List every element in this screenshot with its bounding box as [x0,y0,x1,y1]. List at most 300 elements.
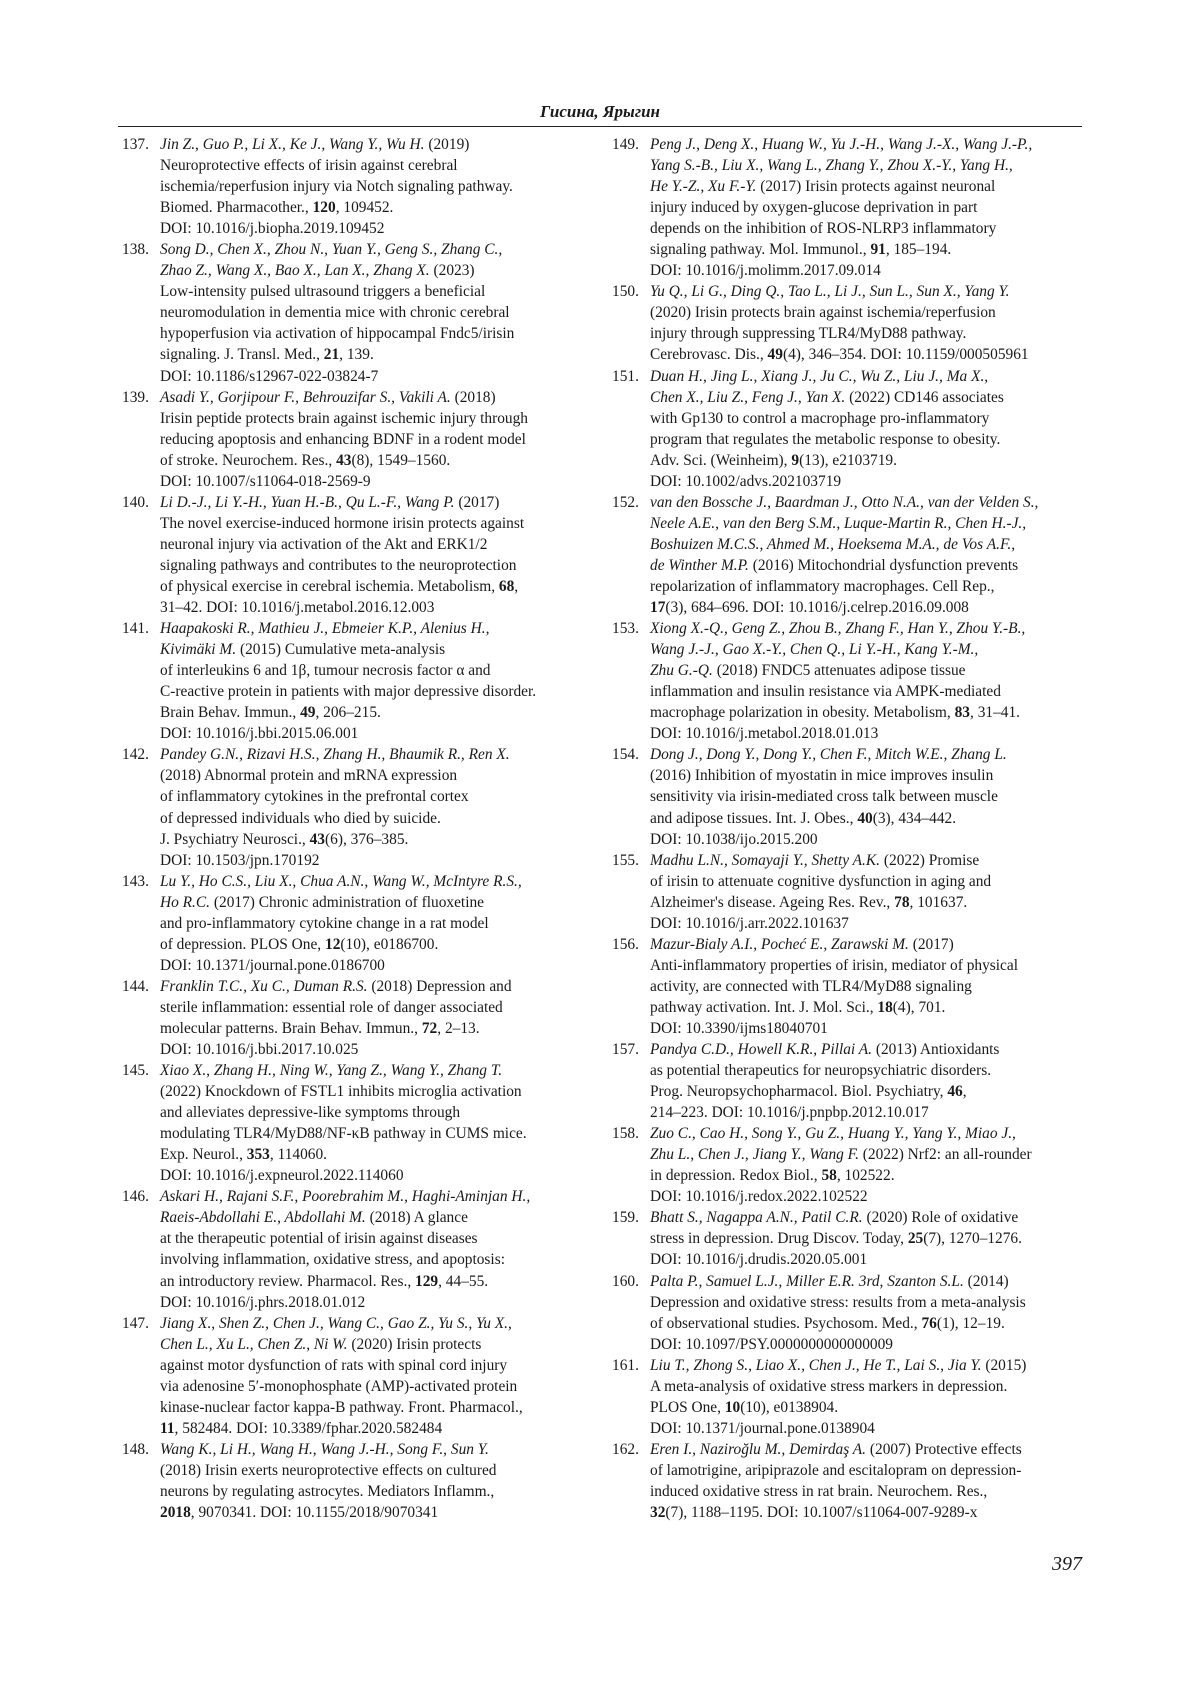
reference-line [650,681,1090,702]
reference-segment: pathway activation. Int. J. Mol. Sci., [650,998,878,1016]
reference-line [650,660,1090,681]
reference-segment: inflammation and insulin resistance via AMPK-mediated [650,683,1001,701]
reference-segment: , 185–194. [885,241,952,259]
reference-authors: Li D.-J., Li Y.-H., Yuan H.-B., Qu L.-F., Wang P. [160,493,455,511]
reference-line [160,471,610,492]
reference-segment: , 582484. DOI: 10.3389/fphar.2020.582484 [174,1419,443,1437]
reference-number: 147. [122,1314,149,1332]
reference-volume: 17 [650,599,666,617]
reference-authors: Kivimäki M. [160,641,237,659]
reference-segment: of observational studies. Psychosom. Med., [650,1314,922,1332]
reference-text [650,1123,1090,1207]
reference-segment: (8), 1549–1560. [351,451,451,469]
reference-authors: Yang S.-B., Liu X., Wang L., Zhang Y., Zhou X.-Y., Yang H., [650,157,1013,175]
reference-segment: (2017) [454,493,500,511]
reference-line [160,997,610,1018]
reference-number: 141. [122,620,149,638]
reference-authors: Jin Z., Guo P., Li X., Ke J., Wang Y., Wu H. [160,136,425,153]
reference-line [650,1376,1090,1397]
reference-volume: 58 [821,1167,837,1185]
reference-segment: DOI: 10.1002/advs.202103719 [650,472,842,490]
reference-segment: Anti-inflammatory properties of irisin, mediator of physical [650,956,1018,974]
header-divider [118,126,1082,127]
reference-authors: de Winther M.P. [650,556,749,574]
reference-authors: Askari H., Rajani S.F., Poorebrahim M., Haghi-Aminjan H., [160,1188,531,1206]
reference-authors: Pandey G.N., Rizavi H.S., Zhang H., Bhaumik R., Ren X. [160,746,510,764]
reference-segment: (6), 376–385. [325,830,409,848]
reference-line [160,492,610,513]
reference-authors: Zhu G.-Q. [650,662,713,680]
reference-segment: depends on the inhibition of ROS-NLRP3 inflammatory [650,220,997,238]
reference-segment: , 101637. [909,893,968,911]
reference-segment: DOI: 10.1016/j.drudis.2020.05.001 [650,1251,868,1269]
reference-line [650,1439,1090,1460]
reference-authors: Xiong X.-Q., Geng Z., Zhou B., Zhang F., Han Y., Zhou Y.-B., [650,620,1026,638]
reference-line [650,450,1090,471]
reference-authors: Pandya C.D., Howell K.R., Pillai A. [650,1041,873,1059]
reference-line [650,218,1090,239]
reference-segment: and adipose tissues. Int. J. Obes., [650,809,858,827]
reference-line [160,576,610,597]
reference-line [650,1502,1090,1523]
reference-item [122,239,610,386]
reference-text [160,492,610,618]
reference-segment: (2018) Abnormal protein and mRNA expression [160,767,458,785]
reference-segment: , 9070341. DOI: 10.1155/2018/9070341 [190,1504,439,1522]
reference-segment: 214–223. DOI: 10.1016/j.pnpbp.2012.10.017 [650,1104,929,1122]
reference-text [160,976,610,1060]
reference-authors: Madhu L.N., Somayaji Y., Shetty A.K. [650,851,881,869]
reference-volume: 43 [309,830,325,848]
reference-number: 139. [122,388,149,406]
reference-segment: an introductory review. Pharmacol. Res., [160,1272,416,1290]
reference-segment: (2015) Cumulative meta-analysis [236,641,446,659]
reference-line [650,850,1090,871]
reference-segment: Cerebrovasc. Dis., [650,346,768,364]
reference-item [612,1039,1090,1123]
reference-segment: (10), e0186700. [340,935,439,953]
reference-number: 144. [122,977,149,995]
reference-authors: Bhatt S., Nagappa A.N., Patil C.R. [650,1209,863,1227]
reference-volume: 2018 [160,1504,191,1522]
reference-line [650,1334,1090,1355]
reference-segment: (2018) FNDC5 attenuates adipose tissue [712,662,966,680]
reference-text [160,1186,610,1312]
reference-segment: J. Psychiatry Neurosci., [160,830,310,848]
reference-segment: DOI: 10.1016/j.bbi.2015.06.001 [160,725,359,743]
reference-line [650,723,1090,744]
reference-segment: DOI: 10.1371/journal.pone.0138904 [650,1419,875,1437]
reference-volume: 11 [160,1419,175,1437]
reference-line [160,1060,610,1081]
reference-item [612,1207,1090,1270]
reference-item [612,1439,1090,1523]
reference-line [650,155,1090,176]
reference-authors: Zhao Z., Wang X., Bao X., Lan X., Zhang X. [160,262,430,280]
reference-segment: Alzheimer's disease. Ageing Res. Rev., [650,893,895,911]
reference-segment: Neuroprotective effects of irisin against cerebral [160,157,458,175]
reference-number: 149. [612,136,639,153]
reference-number: 153. [612,620,639,638]
reference-line [650,555,1090,576]
reference-segment: signaling pathways and contributes to the neuroprotection [160,556,517,574]
reference-number: 142. [122,746,149,764]
reference-column-right [612,134,1090,1523]
reference-text [650,1439,1090,1523]
reference-line [160,344,610,365]
reference-item [122,1439,610,1523]
reference-segment: (2016) Mitochondrial dysfunction prevents [748,556,1019,574]
reference-segment: Biomed. Pharmacother., [160,199,313,217]
reference-segment: (2022) Knockdown of FSTL1 inhibits microglia activation [160,1083,522,1101]
reference-line [160,681,610,702]
reference-item [612,618,1090,744]
reference-segment: (2018) [450,388,496,406]
reference-item [122,871,610,976]
reference-line [160,534,610,555]
reference-number: 146. [122,1188,149,1206]
reference-segment: (2018) Irisin exerts neuroprotective effects on cultured [160,1461,497,1479]
reference-volume: 76 [921,1314,937,1332]
reference-segment: (2017) Chronic administration of fluoxetine [210,893,485,911]
reference-line [650,408,1090,429]
reference-segment: (2018) Depression and [367,977,512,995]
reference-number: 152. [612,493,639,511]
reference-segment: , 102522. [836,1167,895,1185]
reference-line [160,302,610,323]
reference-line [650,1418,1090,1439]
reference-volume: 120 [312,199,336,217]
reference-segment: PLOS One, [650,1398,725,1416]
reference-line [160,155,610,176]
reference-line [160,618,610,639]
reference-text [650,1039,1090,1123]
reference-authors: Duan H., Jing L., Xiang J., Ju C., Wu Z., Liu J., Ma X., [650,367,989,385]
reference-line [160,1102,610,1123]
reference-segment: , [962,1083,967,1101]
reference-segment: DOI: 10.1016/j.expneurol.2022.114060 [160,1167,404,1185]
reference-segment: DOI: 10.1016/j.metabol.2018.01.013 [650,725,879,743]
reference-volume: 10 [724,1398,741,1416]
reference-segment: and alleviates depressive-like symptoms through [160,1104,461,1122]
reference-authors: Song D., Chen X., Zhou N., Yuan Y., Geng S., Zhang C., [160,241,503,259]
reference-authors: Ho R.C. [160,893,211,911]
reference-text [650,850,1090,934]
reference-segment: signaling pathway. Mol. Immunol., [650,241,871,259]
reference-line [160,1502,610,1523]
reference-line [160,1123,610,1144]
reference-number: 155. [612,851,639,869]
reference-volume: 25 [907,1230,924,1248]
reference-line [650,302,1090,323]
reference-line [160,450,610,471]
reference-item [122,1060,610,1186]
reference-number: 140. [122,493,149,511]
reference-segment: Depression and oxidative stress: results from a meta-analysis [650,1293,1026,1311]
reference-segment: at the therapeutic potential of irisin against diseases [160,1230,478,1248]
reference-line [160,513,610,534]
reference-segment: , 114060. [269,1146,328,1164]
reference-text [650,1355,1090,1439]
reference-segment: DOI: 10.1016/j.arr.2022.101637 [650,914,849,932]
reference-authors: Yu Q., Li G., Ding Q., Tao L., Li J., Sun L., Sun X., Yang Y. [650,283,1010,301]
reference-volume: 49 [300,704,316,722]
reference-number: 148. [122,1440,149,1458]
reference-authors: He Y.-Z., Xu F.-Y. [650,178,757,196]
reference-segment: in depression. Redox Biol., [650,1167,822,1185]
reference-line [650,829,1090,850]
reference-number: 162. [612,1440,639,1458]
reference-line [650,471,1090,492]
reference-segment: Exp. Neurol., [160,1146,247,1164]
reference-text [160,1439,610,1523]
reference-segment: involving inflammation, oxidative stress, and apoptosis: [160,1251,505,1269]
reference-segment: , [514,577,519,595]
reference-segment: neurons by regulating astrocytes. Mediators Inflamm., [160,1483,495,1500]
reference-authors: van den Bossche J., Baardman J., Otto N.A., van der Velden S., [650,493,1039,511]
reference-number: 150. [612,283,639,301]
reference-segment: of stroke. Neurochem. Res., [160,451,337,469]
reference-item [122,976,610,1060]
reference-line [160,1249,610,1270]
reference-volume: 129 [415,1272,439,1290]
reference-segment: (2018) A glance [365,1209,468,1227]
reference-segment: (2019) [424,136,470,153]
reference-authors: Jiang X., Shen Z., Chen J., Wang C., Gao Z., Yu S., Yu X., [160,1314,512,1332]
reference-segment: (2013) Antioxidants [872,1041,1000,1059]
reference-line [650,1397,1090,1418]
reference-text [160,618,610,744]
reference-segment: , 206–215. [315,704,381,722]
reference-line [160,934,610,955]
reference-volume: 40 [857,809,873,827]
reference-item [612,934,1090,1039]
reference-segment: injury induced by oxygen-glucose deprivation in part [650,199,978,217]
reference-segment: neuronal injury via activation of the Akt and ERK1/2 [160,535,488,553]
reference-number: 151. [612,367,639,385]
reference-text [160,387,610,492]
reference-line [650,1039,1090,1060]
reference-volume: 18 [877,998,893,1016]
reference-authors: Zuo C., Cao H., Song Y., Gu Z., Huang Y., Yang Y., Miao J., [650,1125,1016,1143]
reference-line [650,639,1090,660]
reference-line [650,492,1090,513]
reference-segment: (2007) Protective effects [866,1440,1022,1458]
reference-segment: DOI: 10.1016/j.bbi.2017.10.025 [160,1041,359,1059]
reference-authors: Mazur-Bialy A.I., Pocheć E., Zarawski M. [650,935,909,953]
reference-volume: 32 [650,1504,666,1522]
reference-number: 138. [122,241,149,259]
reference-segment: of irisin to attenuate cognitive dysfunction in aging and [650,872,992,890]
reference-line [650,344,1090,365]
reference-segment: of depression. PLOS One, [160,935,326,953]
reference-segment: program that regulates the metabolic response to obesity. [650,430,1001,448]
reference-text [160,1313,610,1439]
reference-segment: DOI: 10.3390/ijms18040701 [650,1019,828,1037]
reference-line [160,218,610,239]
reference-volume: 12 [325,935,341,953]
reference-line [160,744,610,765]
reference-line [160,597,610,618]
reference-volume: 21 [323,346,340,364]
reference-segment: , 44–55. [438,1272,489,1290]
reference-segment: modulating TLR4/MyD88/NF-κB pathway in CUMS mice. [160,1125,527,1143]
reference-authors: Chen X., Liu Z., Feng J., Yan X. [650,388,846,406]
reference-line [650,366,1090,387]
reference-segment: (2020) Irisin protects brain against ischemia/reperfusion [650,304,996,322]
reference-authors: Liu T., Zhong S., Liao X., Chen J., He T., Lai S., Jia Y. [650,1356,982,1374]
reference-volume: 43 [336,451,352,469]
reference-authors: Franklin T.C., Xu C., Duman R.S. [160,977,368,995]
reference-line [160,1228,610,1249]
reference-line [160,239,610,260]
reference-line [650,1123,1090,1144]
reference-segment: as potential therapeutics for neuropsychiatric disorders. [650,1062,992,1080]
reference-item [122,618,610,744]
reference-line [650,239,1090,260]
reference-segment: DOI: 10.1016/j.biopha.2019.109452 [160,220,385,238]
reference-line [650,786,1090,807]
reference-line [160,955,610,976]
reference-line [160,765,610,786]
reference-item [612,134,1090,281]
reference-volume: 49 [767,346,783,364]
reference-line [650,1313,1090,1334]
reference-segment: (2017) [908,935,954,953]
reference-line [650,513,1090,534]
reference-line [650,1481,1090,1502]
reference-segment: and pro-inflammatory cytokine change in a rat model [160,914,489,932]
reference-line [650,934,1090,955]
reference-line [650,871,1090,892]
reference-text [160,134,610,239]
reference-line [650,429,1090,450]
reference-segment: DOI: 10.1503/jpn.170192 [160,851,320,869]
reference-line [160,323,610,344]
reference-line [160,1292,610,1313]
reference-number: 158. [612,1125,639,1143]
reference-segment: (10), e0138904. [740,1398,839,1416]
reference-volume: 91 [870,241,886,259]
reference-line [160,1376,610,1397]
reference-line [160,1186,610,1207]
reference-line [160,723,610,744]
reference-segment: (2015) [981,1356,1027,1374]
reference-line [650,997,1090,1018]
reference-segment: (1), 12–19. [936,1314,1005,1332]
reference-segment: C-reactive protein in patients with major depressive disorder. [160,683,537,701]
reference-line [650,281,1090,302]
reference-item [612,492,1090,618]
reference-segment: ischemia/reperfusion injury via Notch signaling pathway. [160,178,513,196]
reference-line [160,829,610,850]
reference-authors: Wang J.-J., Gao X.-Y., Chen Q., Li Y.-H., Kang Y.-M., [650,641,979,659]
reference-segment: (2020) Role of oxidative [862,1209,1019,1227]
reference-line [160,892,610,913]
reference-volume: 46 [947,1083,963,1101]
reference-text [650,618,1090,744]
reference-line [160,176,610,197]
reference-line [160,1334,610,1355]
reference-segment: (2016) Inhibition of myostatin in mice improves insulin [650,767,994,785]
reference-volume: 68 [498,577,515,595]
reference-segment: Low-intensity pulsed ultrasound triggers a beneficial [160,283,486,301]
reference-segment: (2017) Irisin protects against neuronal [756,178,996,196]
reference-line [160,1207,610,1228]
reference-line [650,534,1090,555]
reference-segment: , 31–41. [970,704,1021,722]
reference-line [650,765,1090,786]
reference-line [650,744,1090,765]
reference-line [160,786,610,807]
reference-segment: (3), 434–442. [872,809,957,827]
reference-authors: Palta P., Samuel L.J., Miller E.R. 3rd, Szanton S.L. [650,1272,964,1290]
reference-segment: of depressed individuals who died by suicide. [160,809,441,827]
reference-segment: hypoperfusion via activation of hippocampal Fndc5/irisin [160,325,515,343]
reference-line [160,260,610,281]
reference-line [160,1355,610,1376]
reference-line [650,134,1090,155]
reference-segment: (4), 346–354. DOI: 10.1159/000505961 [782,346,1029,364]
reference-line [650,1018,1090,1039]
reference-segment: Brain Behav. Immun., [160,704,301,722]
reference-segment: , 139. [339,346,374,364]
reference-line [160,1039,610,1060]
reference-segment: Irisin peptide protects brain against ischemic injury through [160,409,528,427]
reference-authors: Eren I., Naziroğlu M., Demirdaş A. [650,1440,867,1458]
reference-segment: A meta-analysis of oxidative stress markers in depression. [650,1377,1008,1395]
reference-text [160,744,610,870]
reference-segment: sterile inflammation: essential role of danger associated [160,998,503,1016]
reference-text [650,934,1090,1039]
reference-segment: (7), 1188–1195. DOI: 10.1007/s11064-007-9289-x [665,1504,978,1522]
reference-segment: (2022) Nrf2: an all-rounder [858,1146,1032,1164]
reference-authors: Boshuizen M.C.S., Ahmed M., Hoeksema M.A., de Vos A.F., [650,535,1016,553]
reference-item [612,1271,1090,1355]
reference-segment: of physical exercise in cerebral ischemia. Metabolism, [160,577,499,595]
reference-line [160,913,610,934]
reference-line [160,1144,610,1165]
reference-text [650,281,1090,365]
reference-segment: induced oxidative stress in rat brain. Neurochem. Res., [650,1483,988,1500]
reference-line [650,197,1090,218]
reference-segment: DOI: 10.1371/journal.pone.0186700 [160,956,385,974]
reference-line [650,892,1090,913]
reference-number: 157. [612,1041,639,1059]
reference-segment: injury through suppressing TLR4/MyD88 pathway. [650,325,967,343]
reference-line [160,366,610,387]
reference-segment: DOI: 10.1038/ijo.2015.200 [650,830,818,848]
reference-number: 137. [122,136,149,153]
reference-authors: Asadi Y., Gorjipour F., Behrouzifar S., Vakili A. [160,388,451,406]
reference-line [650,597,1090,618]
reference-line [160,134,610,155]
reference-segment: DOI: 10.1016/j.redox.2022.102522 [650,1188,868,1206]
reference-line [160,1081,610,1102]
reference-segment: (13), e2103719. [799,451,897,469]
reference-line [650,1460,1090,1481]
reference-line [650,387,1090,408]
reference-segment: signaling. J. Transl. Med., [160,346,324,364]
reference-line [650,1102,1090,1123]
reference-line [650,1292,1090,1313]
reference-text [650,1271,1090,1355]
reference-text [650,134,1090,281]
reference-segment: , 2–13. [437,1019,480,1037]
reference-segment: of interleukins 6 and 1β, tumour necrosis factor α and [160,662,491,680]
reference-item [612,744,1090,849]
reference-authors: Raeis-Abdollahi E., Abdollahi M. [160,1209,366,1227]
